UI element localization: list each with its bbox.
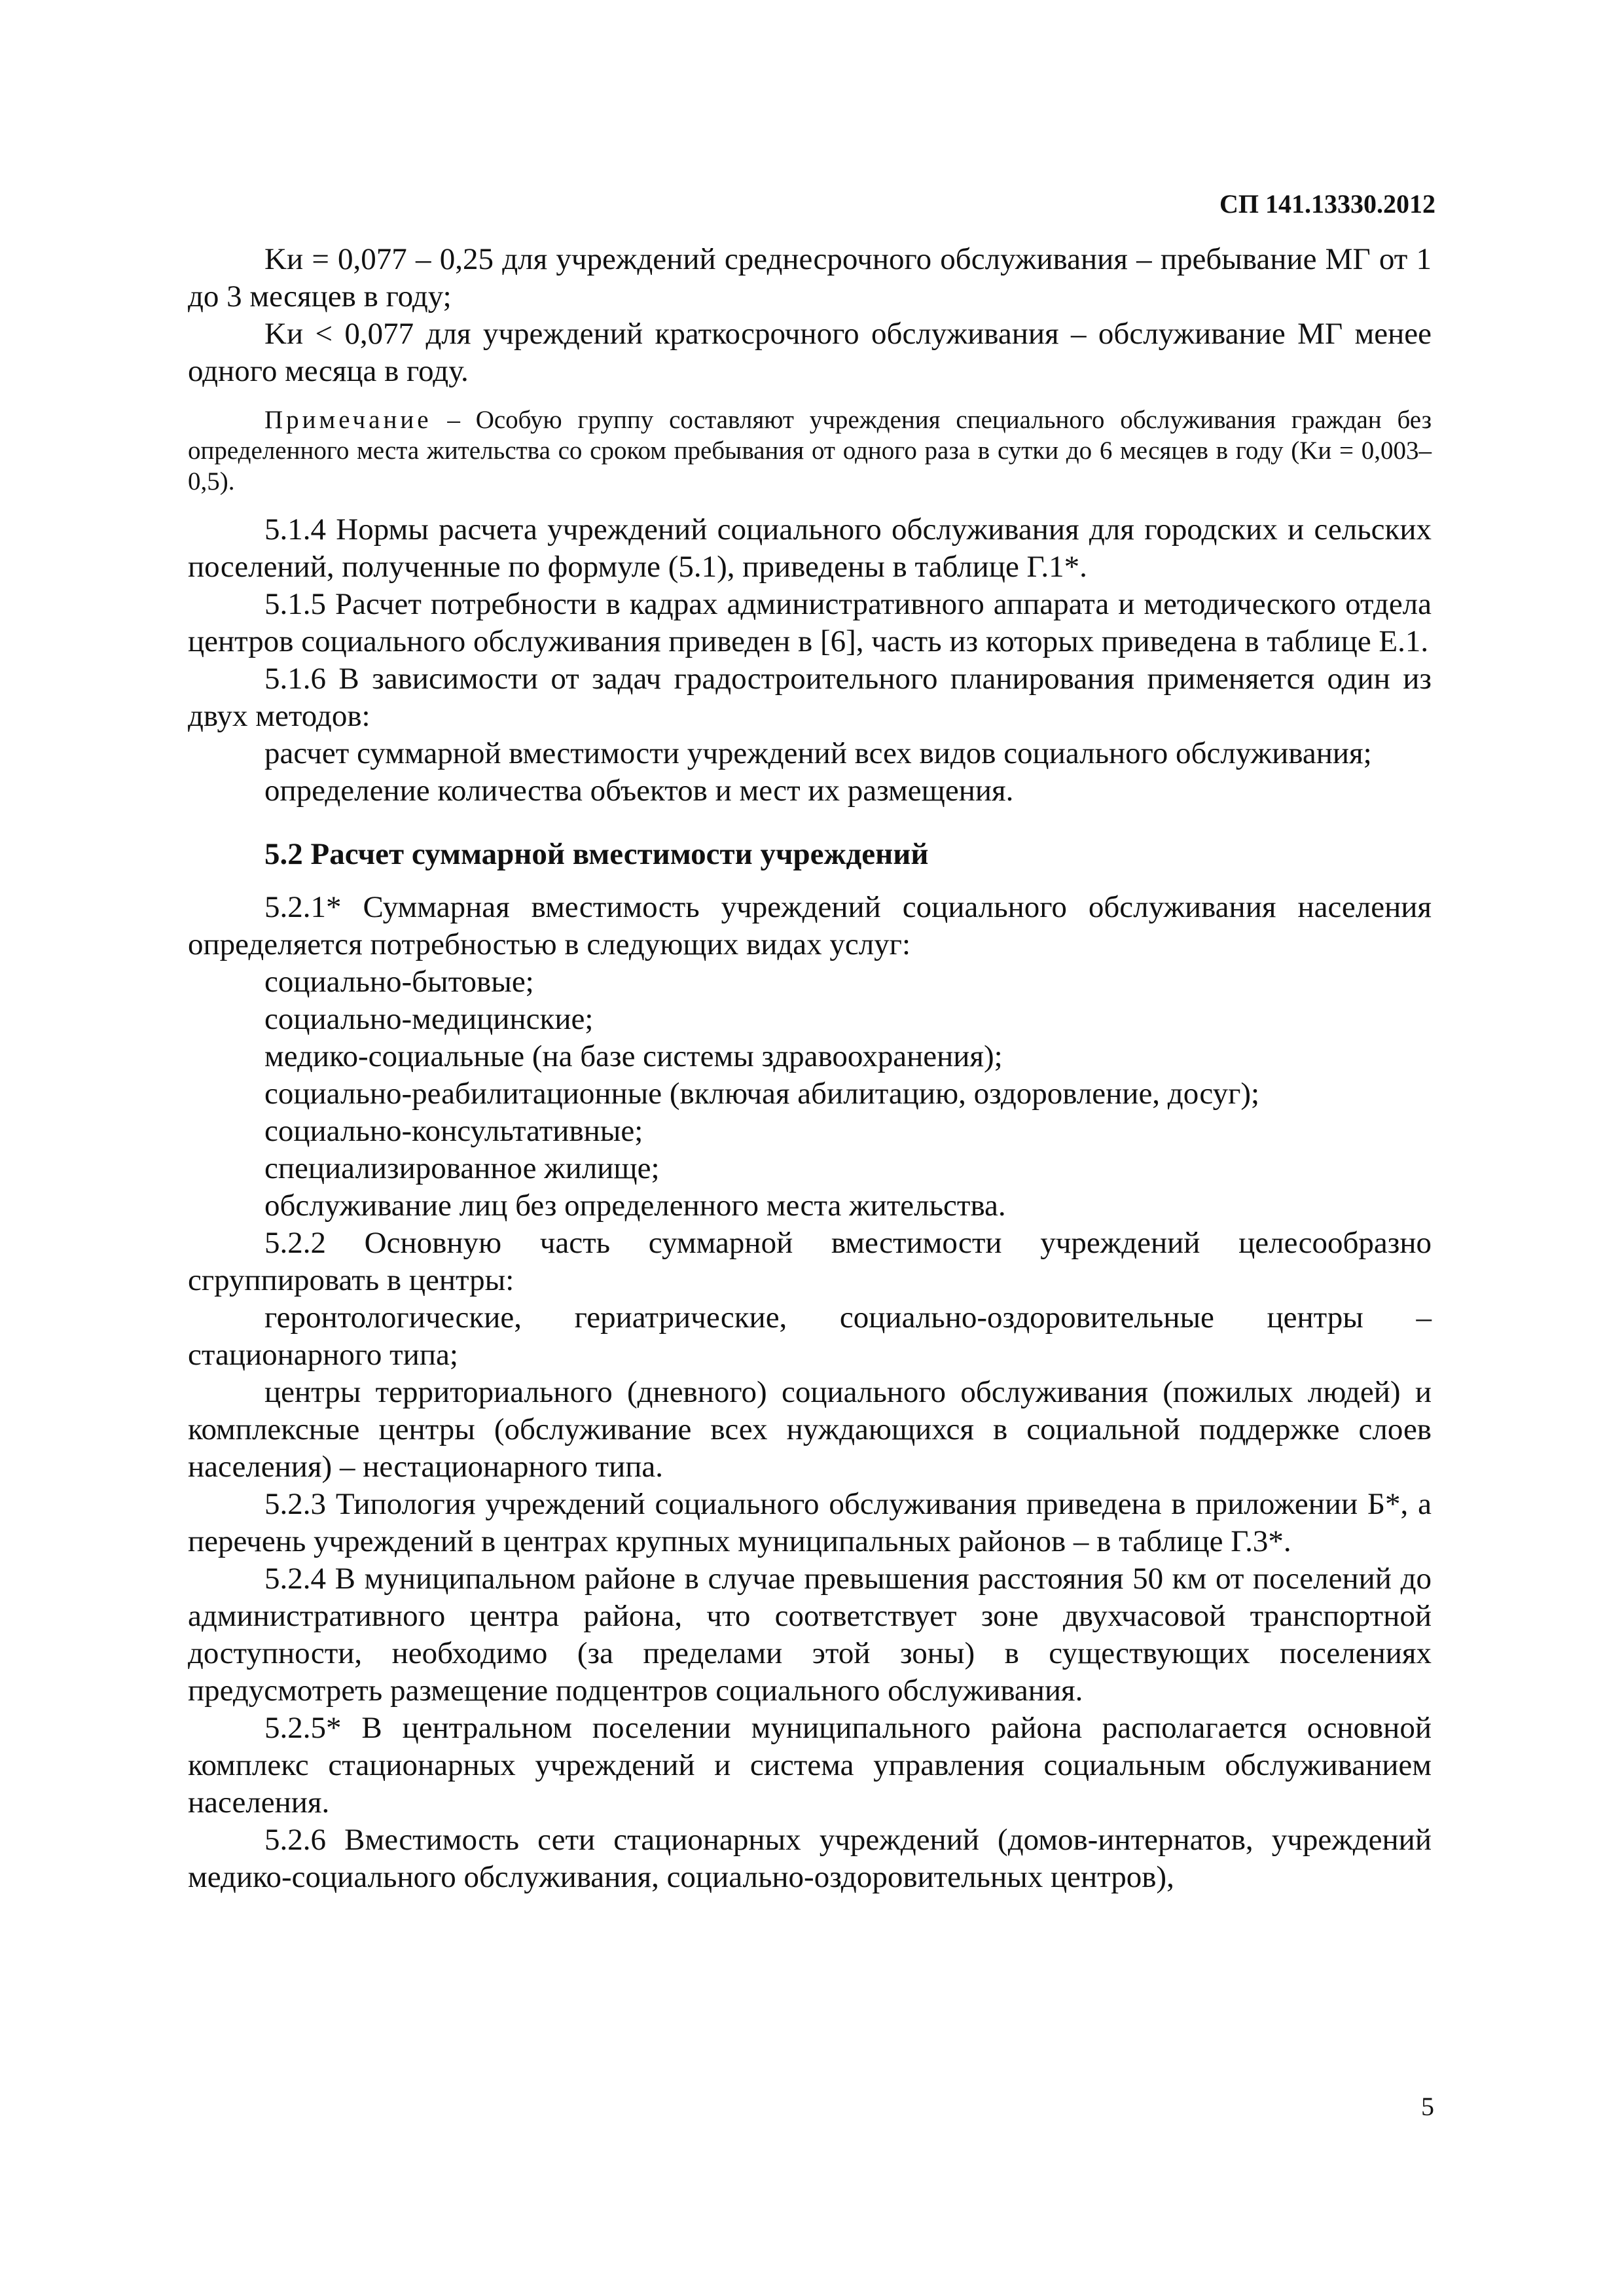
center-type-non-stationary: центры территориального (дневного) социального обслуживания (пожилых людей) и комплексные центры (обслуживание всех нуждающихся в социальной поддержке слоев населения) – нестационарного типа. (188, 1375, 1432, 1484)
service-item: специализированное жилище; (264, 1151, 660, 1185)
center-type-stationary: геронтологические, гериатрические, социально-оздоровительные центры – стационарного типа; (188, 1300, 1432, 1372)
note-label: Примечание (264, 406, 432, 434)
paragraph-ki-short-term: Kи < 0,077 для учреждений краткосрочного обслуживания – обслуживание МГ менее одного месяца в году. (188, 317, 1432, 388)
method-item-2: определение количества объектов и мест их размещения. (264, 774, 1014, 808)
service-item: обслуживание лиц без определенного места жительства. (264, 1189, 1006, 1223)
section-heading: 5.2 Расчет суммарной вместимости учреждений (264, 837, 929, 871)
paragraph-5-1-4: 5.1.4 Нормы расчета учреждений социального обслуживания для городских и сельских поселений, полученные по формуле (5.1), приведены в таблице Г.1*. (188, 512, 1432, 584)
note-text: – Особую группу составляют учреждения специального обслуживания граждан без определенного места жительства со сроком пребывания от одного раза в сутки до 6 месяцев в году (Kи = 0,003–0,5). (188, 406, 1432, 495)
paragraph-5-1-6: 5.1.6 В зависимости от задач градостроительного планирования применяется один из двух методов: (188, 662, 1432, 733)
page-content (188, 241, 1432, 1896)
paragraph-5-1-5: 5.1.5 Расчет потребности в кадрах административного аппарата и методического отдела центров социального обслуживания приведен в [6], часть из которых приведена в таблице Е.1. (188, 587, 1432, 658)
service-item: социально-медицинские; (264, 1002, 594, 1036)
page-number: 5 (1421, 2092, 1434, 2121)
paragraph-5-2-5: 5.2.5* В центральном поселении муниципального района располагается основной комплекс стационарных учреждений и система управления социальным обслуживанием населения. (188, 1711, 1432, 1820)
paragraph-5-2-4: 5.2.4 В муниципальном районе в случае превышения расстояния 50 км от поселений до административного центра района, что соответствует зоне двухчасовой транспортной доступности, необходимо (за пределами этой зоны) в существующих поселениях предусмотреть размещение подцентров социального обслуживания. (188, 1562, 1432, 1708)
paragraph-5-2-3: 5.2.3 Типология учреждений социального обслуживания приведена в приложении Б*, а перечень учреждений в центрах крупных муниципальных районов – в таблице Г.3*. (188, 1487, 1432, 1558)
service-item: социально-бытовые; (264, 965, 534, 999)
paragraph-5-2-2: 5.2.2 Основную часть суммарной вместимости учреждений целесообразно сгруппировать в центры: (188, 1226, 1432, 1297)
service-item: социально-консультативные; (264, 1114, 643, 1148)
method-item-1: расчет суммарной вместимости учреждений всех видов социального обслуживания; (264, 736, 1372, 770)
paragraph-5-2-1: 5.2.1* Суммарная вместимость учреждений социального обслуживания населения определяется потребностью в следующих видах услуг: (188, 890, 1432, 961)
service-item: социально-реабилитационные (включая абилитацию, оздоровление, досуг); (264, 1077, 1260, 1111)
service-item: медико-социальные (на базе системы здравоохранения); (264, 1039, 1003, 1073)
paragraph-5-2-6: 5.2.6 Вместимость сети стационарных учреждений (домов-интернатов, учреждений медико-социального обслуживания, социально-оздоровительных центров), (188, 1823, 1432, 1894)
paragraph-ki-medium-term: Kи = 0,077 – 0,25 для учреждений среднесрочного обслуживания – пребывание МГ от 1 до 3 месяцев в году; (188, 242, 1432, 314)
note (188, 404, 1432, 497)
document-code: СП 141.13330.2012 (1219, 189, 1435, 219)
